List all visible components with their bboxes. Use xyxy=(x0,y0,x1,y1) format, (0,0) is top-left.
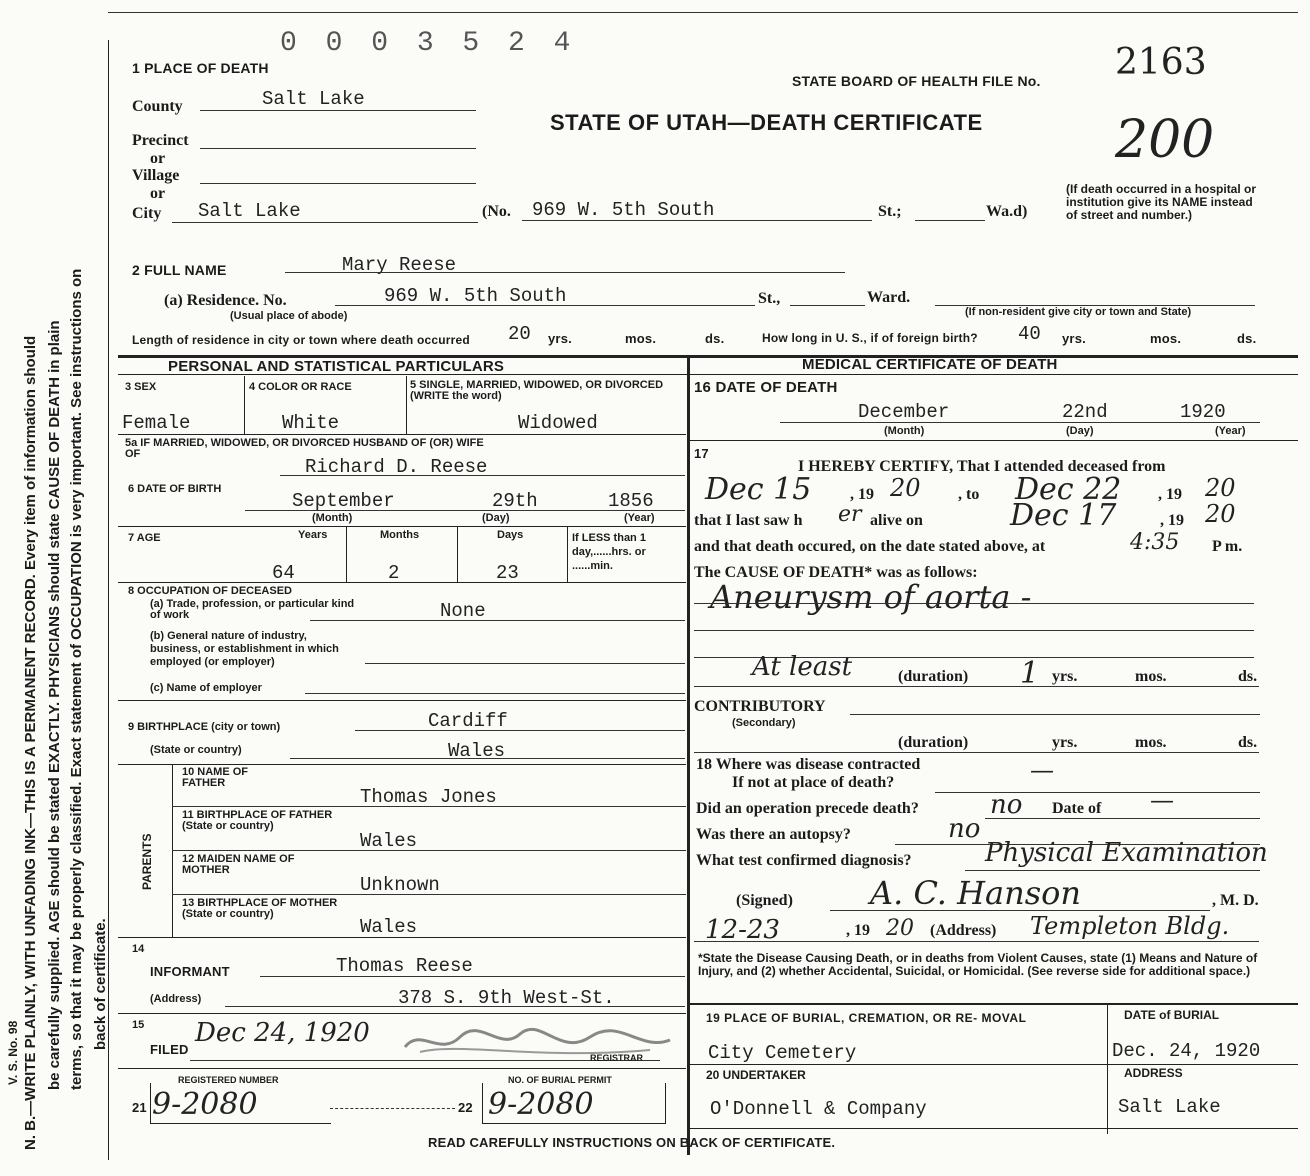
duration-years: 1 xyxy=(1020,656,1040,691)
age-div2 xyxy=(457,527,458,582)
informant-address-label: (Address) xyxy=(150,993,202,1005)
birthplace-label: 9 BIRTHPLACE (city or town) xyxy=(128,721,281,733)
marital-value: Widowed xyxy=(518,412,598,434)
alive-19: , 19 xyxy=(1160,512,1184,529)
city-label: City xyxy=(132,205,162,222)
county-label: County xyxy=(132,98,183,115)
last-saw-label: that I last saw h xyxy=(694,512,803,529)
certify-19b: , 19 xyxy=(1158,486,1182,503)
age-days: 23 xyxy=(496,562,519,584)
age-months: 2 xyxy=(388,562,400,584)
us-ds: ds. xyxy=(1237,331,1257,346)
us-years: 40 xyxy=(1018,323,1041,345)
certificate-title: STATE OF UTAH—DEATH CERTIFICATE xyxy=(550,110,983,135)
certify-19a: , 19 xyxy=(850,486,874,503)
birth-line xyxy=(245,510,685,511)
footer-instructions: READ CAREFULLY INSTRUCTIONS ON BACK OF CERTIFICATE. xyxy=(428,1135,836,1150)
sign-year: 20 xyxy=(886,916,914,941)
operation-line xyxy=(985,818,1260,819)
center-divider xyxy=(687,355,690,1155)
sex-label: 3 SEX xyxy=(125,381,157,393)
mother-birthplace: Wales xyxy=(360,916,418,938)
registered-box xyxy=(150,1083,331,1124)
birthplace-state: Wales xyxy=(448,740,506,762)
burial-bottom-line xyxy=(688,1128,1298,1129)
occupation-b-label: (b) General nature of industry, business, or establishment in which employed (or employer) xyxy=(150,630,339,668)
undertaker-address: Salt Lake xyxy=(1118,1096,1221,1118)
date-of-death-label: 16 DATE OF DEATH xyxy=(694,379,838,396)
father-bp-line xyxy=(172,850,686,851)
alive-on-label: alive on xyxy=(870,512,923,529)
birth-day-label: (Day) xyxy=(482,512,510,524)
top-border xyxy=(108,12,1298,13)
occupation-c-label: (c) Name of employer xyxy=(150,682,262,694)
cause-value: Aneurysm of aorta - xyxy=(710,578,1032,616)
precinct-label: Precinct xyxy=(132,132,189,149)
parents-vertical-label: PARENTS xyxy=(140,833,154,890)
age-months-label: Months xyxy=(380,529,420,541)
row5-line xyxy=(118,526,686,527)
spouse-label: 5a IF MARRIED, WIDOWED, OR DIVORCED HUSBAND OF (OR) WIFE OF xyxy=(125,437,484,460)
death-day: 22nd xyxy=(1062,401,1108,423)
occupation-label: 8 OCCUPATION OF DECEASED xyxy=(128,585,292,597)
age-label: 7 AGE xyxy=(128,532,161,544)
mother-birthplace-label: 13 BIRTHPLACE OF MOTHER (State or country) xyxy=(182,897,338,920)
signed-label: (Signed) xyxy=(736,892,793,909)
length-label: Length of residence in city or town where death occurred xyxy=(132,333,470,347)
occupation-c-line xyxy=(305,693,685,694)
physician-signature: A. C. Hanson xyxy=(870,874,1082,912)
side-note-line4: back of certificate. xyxy=(92,918,109,1050)
contributory-label: CONTRIBUTORY xyxy=(694,698,826,715)
sign-line xyxy=(694,941,1259,942)
burial-place: City Cemetery xyxy=(708,1042,857,1064)
certify-text: I HEREBY CERTIFY, That I attended deceased from xyxy=(798,458,1166,475)
birth-year: 1856 xyxy=(608,490,654,512)
us-label: How long in U. S., if of foreign birth? xyxy=(762,331,978,345)
residence-line xyxy=(335,305,755,306)
residence-ward-line xyxy=(790,305,865,306)
nonresident-note: (If non-resident give city or town and State) xyxy=(965,306,1192,318)
side-note-line2: be carefully supplied. AGE should be stated EXACTLY. PHYSICIANS should state CAUSE OF DEATH in plain xyxy=(46,320,63,1090)
file-no-label: STATE BOARD OF HEALTH FILE No. xyxy=(792,73,1041,89)
or-label-1: or xyxy=(150,150,166,167)
father-birthplace-label: 11 BIRTHPLACE OF FATHER (State or country) xyxy=(182,809,333,832)
cause-label: The CAUSE OF DEATH* was as follows: xyxy=(694,564,978,581)
certify-to: Dec 22 xyxy=(1015,472,1122,507)
certify-from-year: 20 xyxy=(890,474,921,502)
q18-label: 18 Where was disease contracted xyxy=(696,756,921,773)
spouse-line xyxy=(280,475,685,476)
operation-answer: no xyxy=(990,790,1023,820)
test-label: What test confirmed diagnosis? xyxy=(696,852,912,869)
length-yrs: yrs. xyxy=(548,331,572,346)
q18b-label: If not at place of death? xyxy=(732,774,895,791)
birth-month-label: (Month) xyxy=(312,512,353,524)
father-birthplace: Wales xyxy=(360,830,418,852)
form-number: V. S. No. 98 xyxy=(6,1020,20,1085)
full-name-line xyxy=(285,272,845,273)
county-value: Salt Lake xyxy=(262,88,365,110)
sign-address-label: (Address) xyxy=(930,922,997,939)
address-line xyxy=(522,220,872,221)
burial-permit-box xyxy=(482,1083,666,1124)
stamp-number: 0 0 0 3 5 2 4 xyxy=(280,28,577,59)
duration-mos-1: mos. xyxy=(1135,668,1167,685)
row7-line xyxy=(118,582,686,583)
length-ds: ds. xyxy=(705,331,725,346)
contributory-line xyxy=(850,714,1260,715)
residence-st-label: St., xyxy=(758,290,781,307)
duration-line-2 xyxy=(694,752,1259,753)
duration-line-1 xyxy=(694,686,1259,687)
certify-num: 17 xyxy=(694,446,709,461)
age-div3 xyxy=(567,527,568,582)
st-label: St.; xyxy=(878,203,902,220)
undertaker-label: 20 UNDERTAKER xyxy=(706,1068,806,1082)
duration-pre: At least xyxy=(752,652,853,682)
registered-num: 21 xyxy=(132,1100,147,1115)
spouse-value: Richard D. Reese xyxy=(305,456,488,478)
informant-name: Thomas Reese xyxy=(336,955,473,977)
birthplace-state-label: (State or country) xyxy=(150,744,242,756)
death-time: 4:35 xyxy=(1130,530,1180,555)
usual-abode-label: (Usual place of abode) xyxy=(230,310,348,322)
q18-answer: — xyxy=(1030,756,1054,784)
death-date-line xyxy=(780,422,1260,423)
death-occured-label: and that death occured, on the date stated above, at xyxy=(694,538,1046,555)
birthplace-city: Cardiff xyxy=(428,710,508,732)
certify-to-label: , to xyxy=(958,486,980,503)
mother-line xyxy=(172,894,686,895)
duration-ds-2: ds. xyxy=(1238,734,1258,751)
md-label: , M. D. xyxy=(1212,892,1259,909)
occupation-a-value: None xyxy=(440,600,486,622)
city-value: Salt Lake xyxy=(198,200,301,222)
informant-label: INFORMANT xyxy=(150,964,230,979)
row8-line xyxy=(118,700,686,701)
death-month-label: (Month) xyxy=(884,425,925,437)
full-name-label: 2 FULL NAME xyxy=(132,262,227,278)
burial-date-label: DATE of BURIAL xyxy=(1124,1008,1220,1022)
birth-month: September xyxy=(292,490,395,512)
death-year: 1920 xyxy=(1180,401,1226,423)
row3-line xyxy=(118,434,686,435)
county-line xyxy=(200,110,476,111)
birth-year-label: (Year) xyxy=(624,512,655,524)
death-year-label: (Year) xyxy=(1215,425,1246,437)
cause-line-2 xyxy=(694,630,1254,631)
color-label: 4 COLOR OR RACE xyxy=(249,381,352,393)
burial-permit-value: 9-2080 xyxy=(488,1087,594,1122)
us-mos: mos. xyxy=(1150,331,1182,346)
length-years: 20 xyxy=(508,323,531,345)
occupation-a-line xyxy=(310,620,685,621)
color-divider xyxy=(406,376,407,434)
no-label: (No. xyxy=(482,203,511,220)
cause-line-1 xyxy=(694,603,1254,604)
age-less-label: If LESS than 1 day,......hrs. or ......min. xyxy=(572,532,646,572)
age-days-label: Days xyxy=(497,529,524,541)
burial-divider xyxy=(1107,1004,1108,1134)
test-line xyxy=(965,870,1260,871)
ward-label: Wa.d) xyxy=(986,203,1028,220)
mother-label: 12 MAIDEN NAME OF MOTHER xyxy=(182,853,295,876)
place-of-death-label: 1 PLACE OF DEATH xyxy=(132,60,269,76)
date-of-answer: — xyxy=(1150,786,1174,814)
length-mos: mos. xyxy=(625,331,657,346)
row13-line xyxy=(118,937,686,938)
village-label: Village xyxy=(132,167,180,184)
autopsy-answer: no xyxy=(948,814,981,844)
row14-line xyxy=(118,1013,686,1014)
us-yrs: yrs. xyxy=(1062,331,1086,346)
duration-label-2: (duration) xyxy=(898,734,969,751)
certify-from: Dec 15 xyxy=(705,472,812,507)
informant-address: 378 S. 9th West-St. xyxy=(398,987,615,1009)
burial-permit-num: 22 xyxy=(458,1100,473,1115)
q18-line xyxy=(935,792,1260,793)
birth-date-label: 6 DATE OF BIRTH xyxy=(128,483,222,495)
age-div1 xyxy=(346,527,347,582)
parents-divider xyxy=(172,765,173,937)
informant-line xyxy=(260,976,685,977)
registered-number-label: REGISTERED NUMBER xyxy=(178,1075,279,1085)
test-answer: Physical Examination xyxy=(985,838,1268,868)
father-label: 10 NAME OF FATHER xyxy=(182,766,249,789)
residence-value: 969 W. 5th South xyxy=(384,285,567,307)
informant-address-line xyxy=(225,1006,685,1007)
last-saw-her: er xyxy=(838,502,862,527)
village-line xyxy=(200,183,476,184)
sex-divider xyxy=(244,376,245,434)
duration-yrs-1: yrs. xyxy=(1052,668,1078,685)
certify-to-year: 20 xyxy=(1205,474,1236,502)
sex-value: Female xyxy=(122,412,191,434)
file-no-value: 2163 xyxy=(1115,42,1207,83)
birthplace-city-line xyxy=(355,730,685,731)
burial-date: Dec. 24, 1920 xyxy=(1112,1040,1261,1062)
sign-19: , 19 xyxy=(846,922,870,939)
undertaker-value: O'Donnell & Company xyxy=(710,1098,927,1120)
precinct-line xyxy=(200,148,476,149)
occupation-a-label: (a) Trade, profession, or particular kind of work xyxy=(150,598,355,621)
operation-label: Did an operation precede death? xyxy=(696,800,919,817)
residence-ward-label: Ward. xyxy=(867,289,911,306)
row9-line xyxy=(118,764,686,765)
marital-label: 5 SINGLE, MARRIED, WIDOWED, OR DIVORCED (WRITE the word) xyxy=(410,379,664,402)
filed-value: Dec 24, 1920 xyxy=(195,1018,370,1048)
medical-header: MEDICAL CERTIFICATE OF DEATH xyxy=(802,356,1058,373)
age-years: 64 xyxy=(272,562,295,584)
or-label-2: or xyxy=(150,185,166,202)
birth-day: 29th xyxy=(492,490,538,512)
duration-mos-2: mos. xyxy=(1135,734,1167,751)
left-border xyxy=(108,40,109,1160)
burial-label: 19 PLACE OF BURIAL, CREMATION, OR RE- MOVAL xyxy=(706,1011,1027,1025)
duration-ds-1: ds. xyxy=(1238,668,1258,685)
alive-year: 20 xyxy=(1205,500,1236,528)
death-address: 969 W. 5th South xyxy=(532,199,715,221)
burial-mid-line xyxy=(688,1064,1298,1065)
filed-num: 15 xyxy=(132,1019,145,1031)
sign-address: Templeton Bldg. xyxy=(1030,912,1230,940)
father-name: Thomas Jones xyxy=(360,786,497,808)
sign-date: 12-23 xyxy=(705,915,780,945)
death-day-label: (Day) xyxy=(1066,425,1094,437)
mother-name: Unknown xyxy=(360,874,440,896)
date-of-label: Date of xyxy=(1052,800,1102,817)
cause-note: *State the Disease Causing Death, or in deaths from Violent Causes, state (1) Means and Nature of Injury, and (2) whether Accidental, Suicidal, or Homicidal. (See reverse side for additional space.) xyxy=(698,951,1258,978)
death-date-section-line xyxy=(688,440,1298,441)
filed-label: FILED xyxy=(150,1042,189,1057)
hospital-note: (If death occurred in a hospital or institution give its NAME instead of street and number.) xyxy=(1066,182,1257,222)
autopsy-label: Was there an autopsy? xyxy=(696,826,851,843)
side-note-line3: terms, so that it may be properly classified. Exact statement of OCCUPATION is very important. See instructions on xyxy=(68,268,85,1090)
city-line xyxy=(172,222,478,223)
occupation-b-line xyxy=(365,663,685,664)
personal-header: PERSONAL AND STATISTICAL PARTICULARS xyxy=(168,358,505,375)
duration-yrs-2: yrs. xyxy=(1052,734,1078,751)
birthplace-state-line xyxy=(290,758,685,759)
color-value: White xyxy=(282,412,340,434)
signed-line xyxy=(830,910,1210,911)
undertaker-address-label: ADDRESS xyxy=(1124,1066,1183,1080)
alive-date: Dec 17 xyxy=(1010,498,1117,533)
margin-number: 200 xyxy=(1115,110,1215,170)
full-name-value: Mary Reese xyxy=(342,254,457,276)
burial-permit-label: NO. OF BURIAL PERMIT xyxy=(508,1075,612,1085)
secondary-label: (Secondary) xyxy=(732,717,796,729)
father-line xyxy=(172,806,686,807)
registered-number-value: 9-2080 xyxy=(152,1087,258,1122)
age-years-label: Years xyxy=(298,529,328,541)
ward-line xyxy=(915,220,985,221)
death-time-pm: P m. xyxy=(1212,538,1243,555)
side-note-line1: N. B.—WRITE PLAINLY, WITH UNFADING INK—THIS IS A PERMANENT RECORD. Every item of information should xyxy=(22,335,39,1150)
death-month: December xyxy=(858,401,950,423)
registered-dash xyxy=(330,1108,455,1109)
row15-line xyxy=(118,1068,686,1069)
duration-label-1: (duration) xyxy=(898,668,969,685)
residence-label: (a) Residence. No. xyxy=(164,292,287,309)
registrar-label: REGISTRAR xyxy=(590,1053,644,1063)
burial-top-line xyxy=(688,1003,1298,1005)
informant-num: 14 xyxy=(132,943,145,955)
